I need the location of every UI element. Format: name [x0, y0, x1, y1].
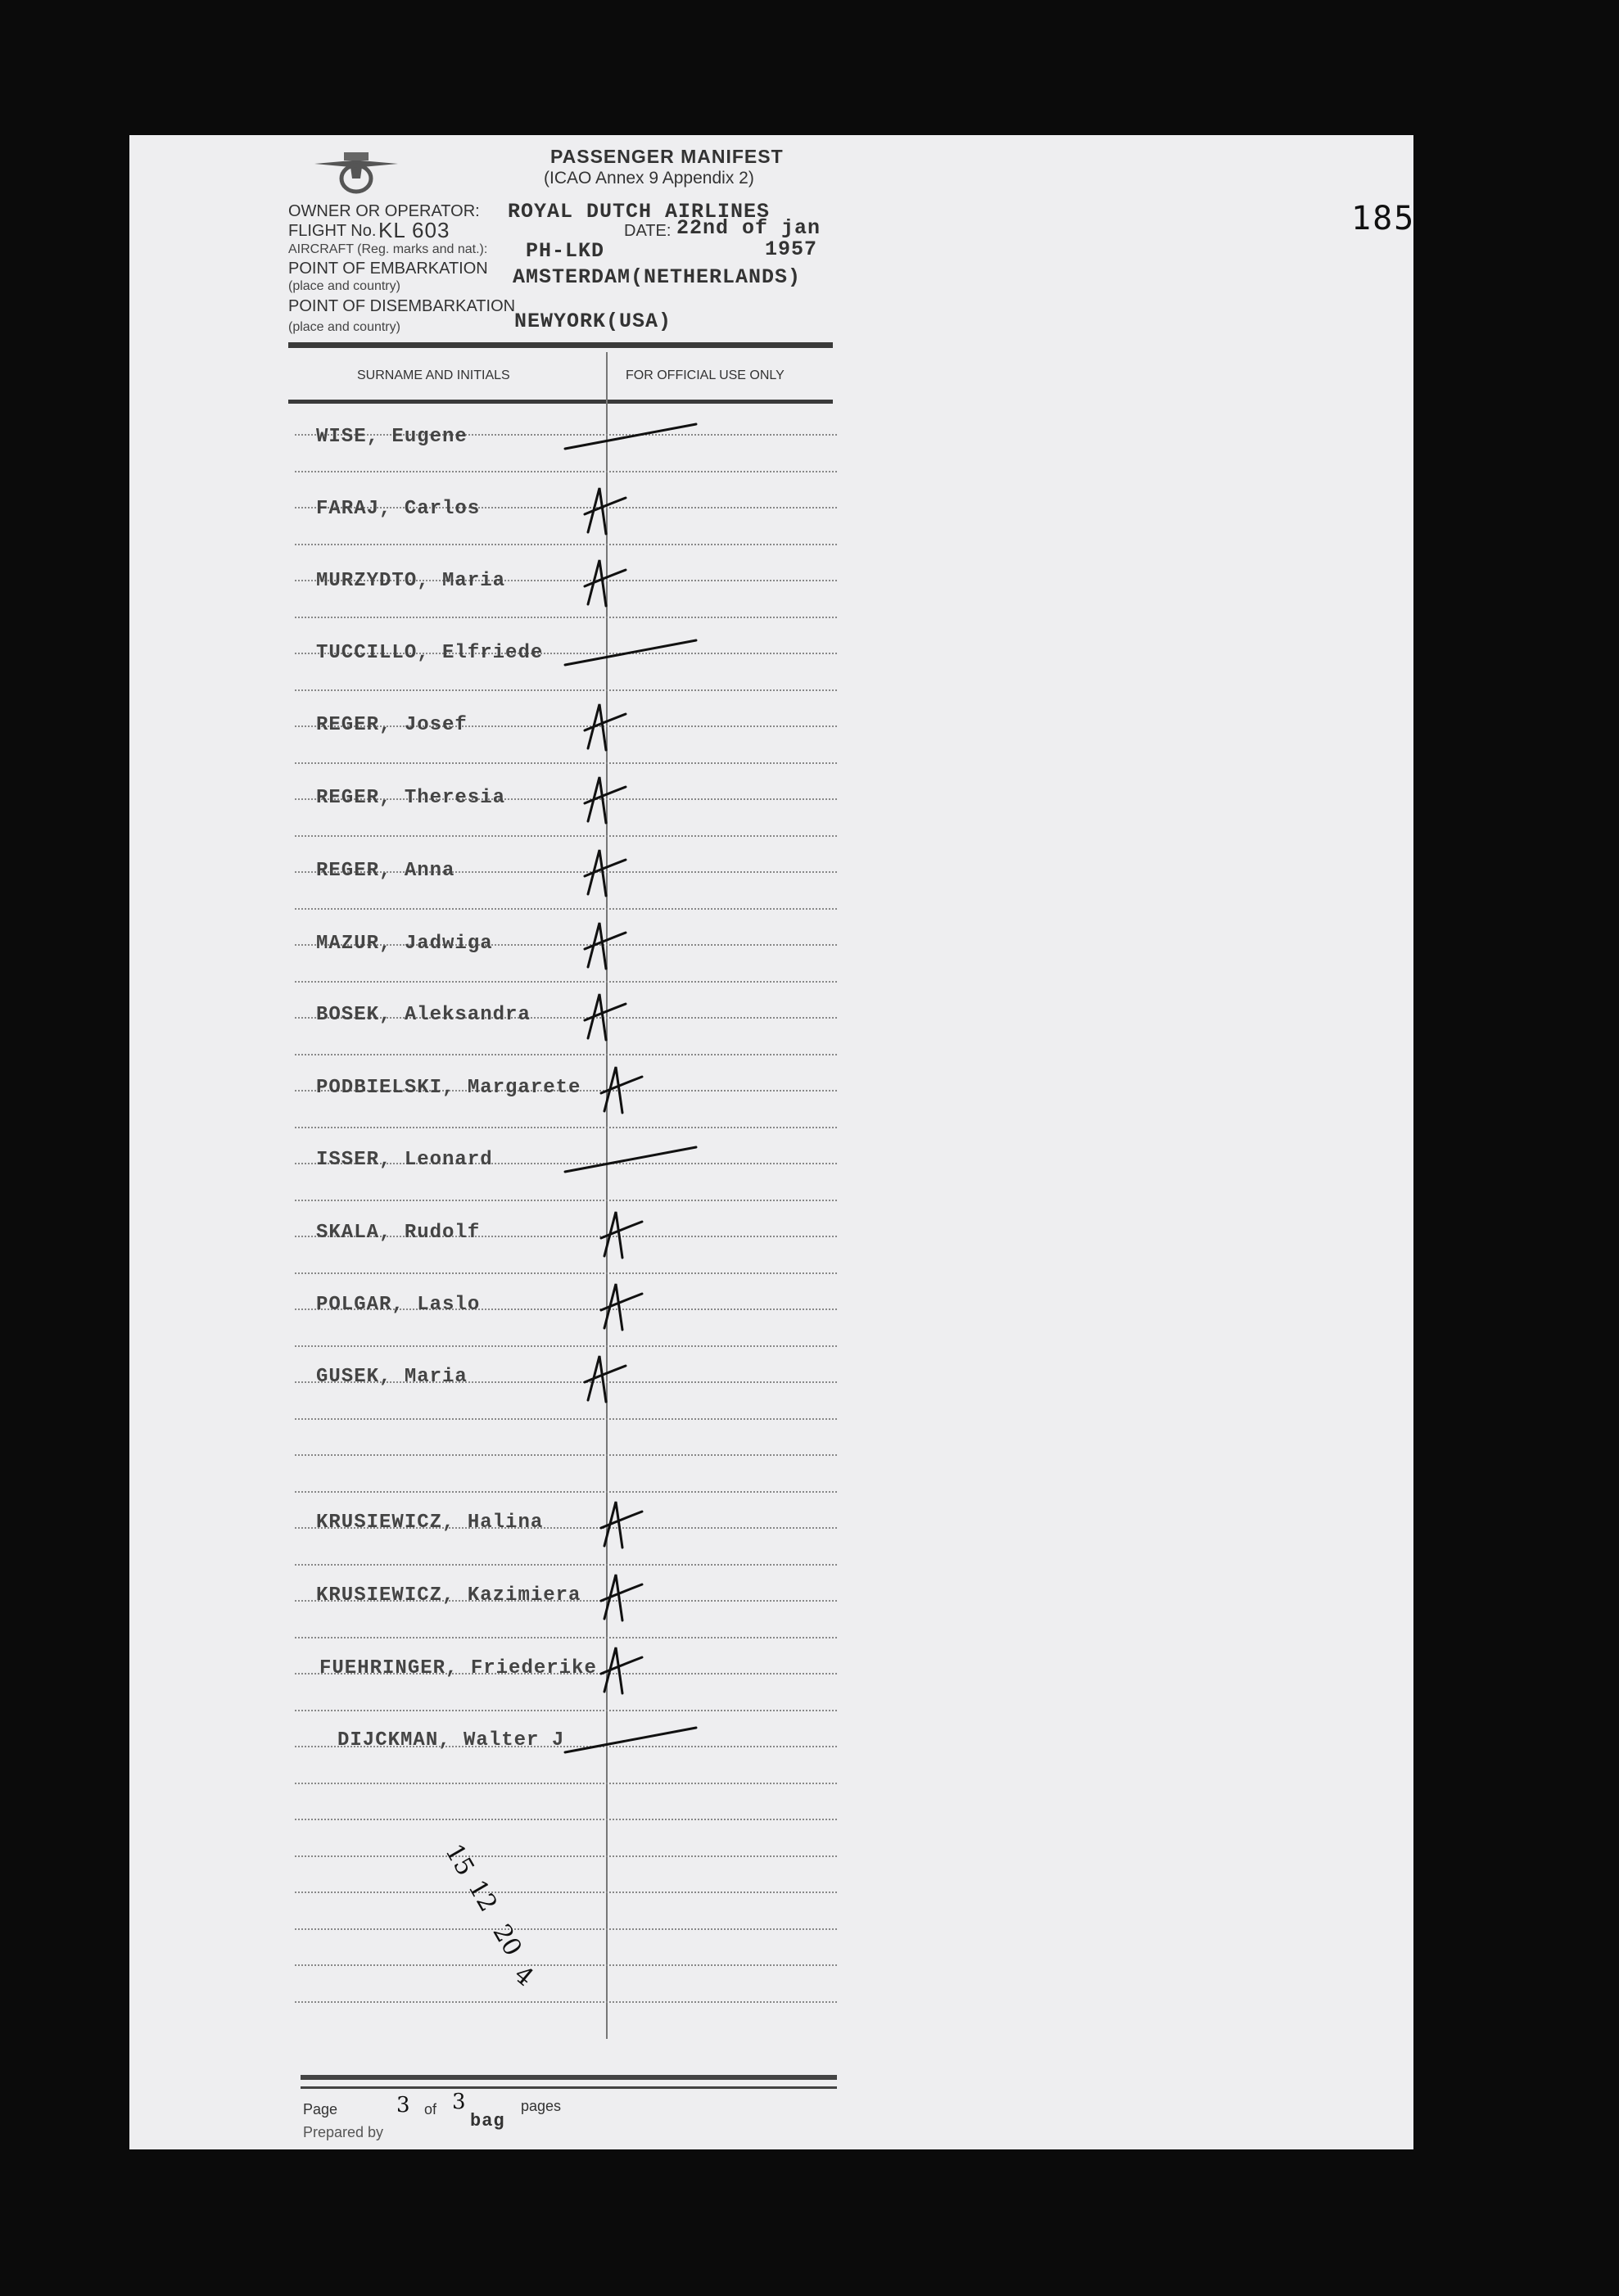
page-label: Page [303, 2101, 338, 2117]
official-check-mark [601, 1284, 642, 1330]
tally-number-4: 4 [508, 1959, 540, 1993]
passenger-name: GUSEK, Maria [316, 1366, 468, 1388]
official-check-mark [585, 994, 626, 1040]
passenger-name: FARAJ, Carlos [316, 498, 481, 520]
aircraft-label: AIRCRAFT (Reg. marks and nat.): [288, 242, 488, 256]
passenger-name: FUEHRINGER, Friederike [319, 1657, 597, 1679]
passenger-name: PODBIELSKI, Margarete [316, 1077, 581, 1099]
disembarkation-value: NEWYORK(USA) [514, 310, 672, 333]
passenger-name: MURZYDTO, Maria [316, 570, 506, 592]
disembarkation-sublabel: (place and country) [288, 320, 400, 334]
passenger-name: REGER, Josef [316, 714, 468, 736]
official-check-mark [585, 923, 626, 969]
year-value: 1957 [765, 237, 818, 261]
official-check-mark [601, 1647, 642, 1693]
official-check-mark [585, 704, 626, 750]
page-current: 3 [396, 2093, 410, 2117]
passenger-name: DIJCKMAN, Walter J [337, 1729, 565, 1751]
owner-value: ROYAL DUTCH AIRLINES [508, 200, 771, 224]
passenger-name: REGER, Anna [316, 860, 455, 882]
official-check-mark [601, 1575, 642, 1620]
manifest-subtitle: (ICAO Annex 9 Appendix 2) [544, 169, 754, 188]
official-check-mark [585, 488, 626, 534]
official-check-mark [585, 1356, 626, 1402]
official-check-mark [601, 1502, 642, 1548]
column-header-official: FOR OFFICIAL USE ONLY [626, 368, 785, 382]
page-total: 3 [452, 2090, 466, 2114]
pages-label: pages [521, 2098, 562, 2114]
official-check-mark [601, 1067, 642, 1113]
flight-value: KL 603 [378, 218, 450, 242]
owner-label: OWNER OR OPERATOR: [288, 202, 480, 220]
passenger-name: ISSER, Leonard [316, 1149, 493, 1171]
passenger-name: TUCCILLO, Elfriede [316, 642, 544, 664]
passenger-name: KRUSIEWICZ, Kazimiera [316, 1584, 581, 1607]
official-check-mark [585, 560, 626, 606]
manifest-title: PASSENGER MANIFEST [550, 146, 784, 167]
official-check-mark [585, 850, 626, 896]
passenger-name: KRUSIEWICZ, Halina [316, 1512, 544, 1534]
passenger-name: REGER, Theresia [316, 787, 506, 809]
official-dash-mark [565, 424, 696, 449]
embarkation-value: AMSTERDAM(NETHERLANDS) [513, 265, 802, 289]
official-dash-mark [565, 640, 696, 665]
tally-number-3: 20 [486, 1919, 527, 1961]
footer-separator [301, 2075, 837, 2080]
aircraft-value: PH-LKD [526, 239, 605, 263]
passenger-name: BOSEK, Aleksandra [316, 1004, 531, 1026]
passenger-name: WISE, Eugene [316, 426, 468, 448]
official-dash-mark [565, 1147, 696, 1172]
embarkation-label: POINT OF EMBARKATION [288, 260, 488, 278]
passenger-name: MAZUR, Jadwiga [316, 933, 493, 955]
passenger-name: SKALA, Rudolf [316, 1222, 481, 1244]
official-dash-mark [565, 1728, 696, 1752]
page-number-stamp: 185 [1351, 200, 1416, 237]
tally-number-1: 15 [439, 1839, 480, 1881]
disembarkation-label: POINT OF DISEMBARKATION [288, 297, 516, 315]
tally-number-2: 12 [462, 1875, 503, 1917]
date-value: 22nd of jan [676, 216, 821, 240]
embarkation-sublabel: (place and country) [288, 279, 400, 293]
prepared-by-label: Prepared by [303, 2124, 384, 2140]
passenger-name: POLGAR, Laslo [316, 1294, 481, 1316]
footer-separator-2 [301, 2086, 837, 2089]
date-label: DATE: [624, 222, 672, 240]
official-check-mark [601, 1212, 642, 1258]
prepared-by-value: bag [470, 2111, 505, 2131]
of-label: of [424, 2101, 437, 2117]
official-check-mark [585, 777, 626, 823]
flight-label: FLIGHT No. [288, 222, 377, 240]
column-header-surname: SURNAME AND INITIALS [357, 368, 510, 382]
